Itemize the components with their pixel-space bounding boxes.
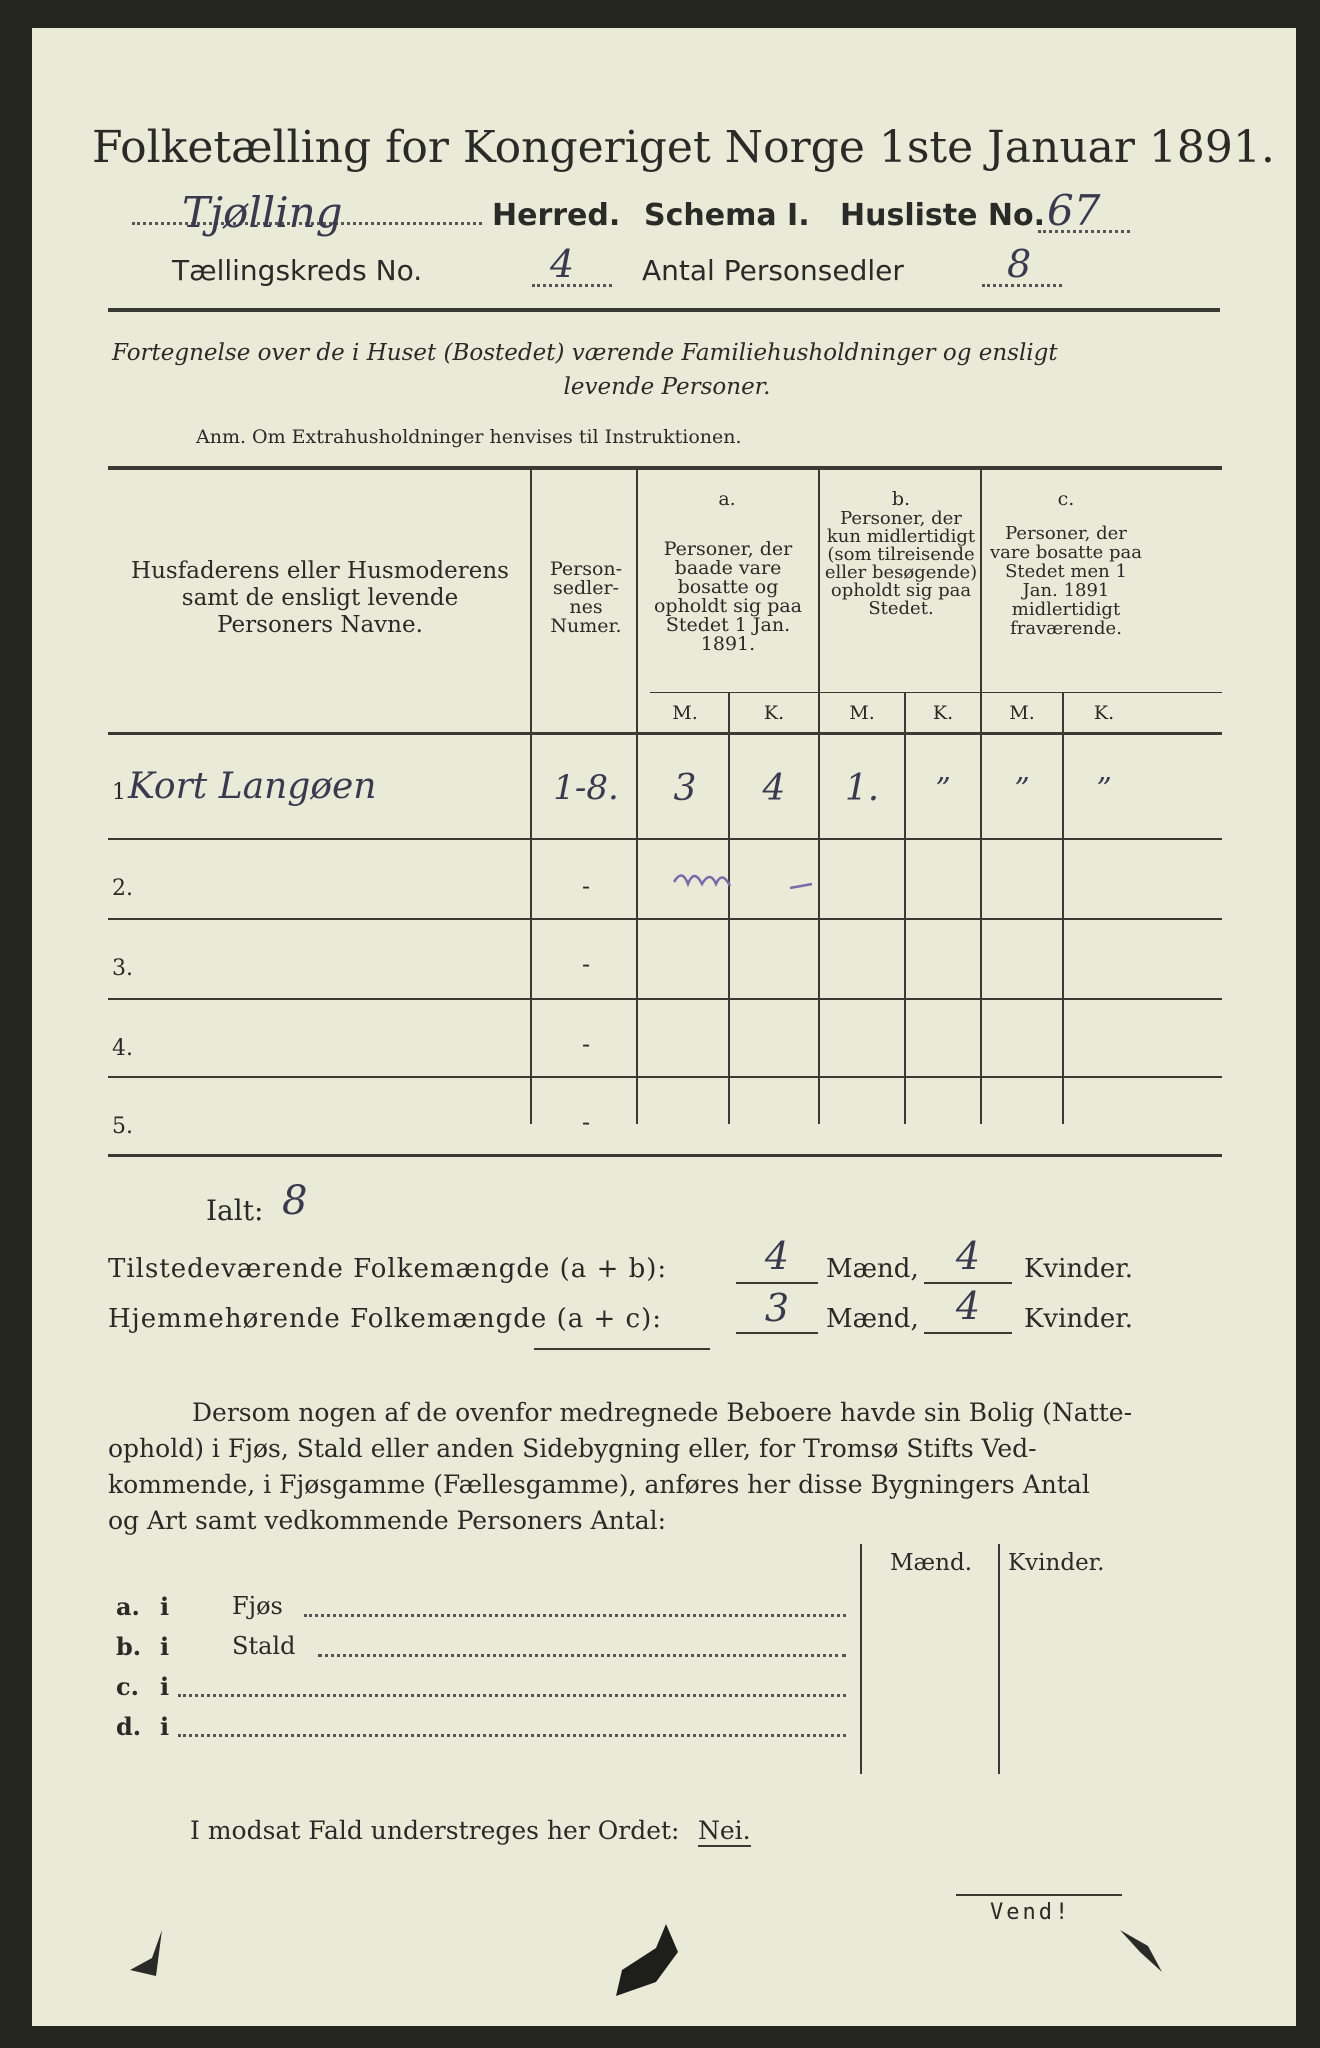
col-header-num: Person-sedler-nes Numer. (549, 558, 623, 637)
row-number: 1 (112, 780, 126, 805)
b-m-label: M. (849, 702, 875, 724)
b-k-label: K. (932, 702, 954, 724)
ialt-value: 8 (282, 1178, 308, 1224)
husliste-value: 67 (1047, 186, 1101, 235)
row-c-k: ” (1096, 772, 1112, 807)
row-c-m: ” (1014, 772, 1030, 807)
hjemme-maend-word: Mænd, (826, 1304, 919, 1334)
c-k-label: K. (1093, 702, 1115, 724)
form-title: Folketælling for Kongeriget Norge 1ste Januar 1891. (92, 122, 1275, 173)
row-number: 2. (112, 876, 133, 901)
bldg-col-line-1 (860, 1544, 862, 1774)
subtitle-line1: Fortegnelse over de i Huset (Bostedet) værende Familiehusholdninger og ensligt (112, 340, 1058, 366)
anm-note: Anm. Om Extrahusholdninger henvises til Instruktionen. (196, 426, 742, 448)
bldg-name: Stald (232, 1632, 296, 1660)
mk-rule (650, 692, 1222, 693)
row-name: Kort Langøen (128, 766, 377, 807)
pencil-scribble-mark (672, 858, 842, 898)
para-line4: og Art samt vedkommende Personers Antal: (108, 1506, 667, 1535)
bldg-letter: a. (116, 1592, 140, 1621)
row-number: 5. (112, 1114, 133, 1139)
para-line1: Dersom nogen af de ovenfor medregnede Beboere havde sin Bolig (Natte- (192, 1398, 1133, 1427)
modsat-text: I modsat Fald understreges her Ordet: (190, 1816, 680, 1845)
bldg-col-line-2 (998, 1544, 1000, 1774)
col-line-2 (636, 468, 638, 1124)
bldg-name: Fjøs (232, 1592, 283, 1620)
col-b-header: Personer, der kun midlertidigt (som tilreisende eller besøgende) opholdt sig paa Stedet. (824, 508, 978, 619)
tilstede-m-underline (736, 1282, 818, 1284)
a-m-label: M. (672, 702, 698, 724)
ialt-label: Ialt: (206, 1194, 264, 1227)
vend-rule (956, 1894, 1122, 1896)
hjemme-k: 4 (955, 1284, 981, 1328)
row-nummer: - (581, 1108, 591, 1136)
kreds-label: Tællingskreds No. (172, 254, 423, 287)
tilstede-label: Tilstedeværende Folkemængde (a + b): (108, 1254, 668, 1284)
tilstede-k: 4 (955, 1234, 981, 1278)
torn-mark-center (612, 1924, 692, 2004)
bldg-letter: b. (116, 1632, 142, 1661)
bldg-dots (304, 1614, 846, 1617)
a-k-label: K. (763, 702, 785, 724)
bldg-i: i (160, 1712, 170, 1741)
torn-mark-left (122, 1928, 182, 1988)
bldg-letter: d. (116, 1712, 142, 1741)
bldg-maend-header: Mænd. (890, 1550, 973, 1576)
modsat-word: Nei. (698, 1816, 751, 1845)
vend-text: Vend! (990, 1900, 1072, 1925)
row-number: 3. (112, 956, 133, 981)
col-c-letter: c. (1057, 488, 1075, 510)
kreds-value: 4 (550, 242, 575, 286)
bldg-i: i (160, 1632, 170, 1661)
tilstede-kvinder-word: Kvinder. (1024, 1254, 1134, 1284)
row-a-m: 3 (673, 768, 697, 809)
para-line2: ophold) i Fjøs, Stald eller anden Sidebygning eller, for Tromsø Stifts Ved- (108, 1434, 1037, 1463)
row-number: 4. (112, 1036, 133, 1061)
row-nummer: - (581, 950, 591, 978)
row-rule-3 (108, 998, 1222, 1000)
hjemme-m: 3 (764, 1286, 790, 1330)
bldg-letter: c. (116, 1672, 139, 1701)
col-header-name: Husfaderens eller Husmoderens samt de ensligt levende Personers Navne. (131, 558, 509, 638)
header-rule (108, 308, 1220, 312)
row-rule-2 (108, 918, 1222, 920)
col-b-letter: b. (891, 488, 911, 510)
row-nummer: - (581, 1030, 591, 1058)
bldg-i: i (160, 1672, 170, 1701)
row-nummer: - (581, 872, 591, 900)
col-a-letter: a. (718, 488, 736, 510)
hjemme-label: Hjemmehørende Folkemængde (a + c): (108, 1304, 662, 1334)
col-line-3 (728, 692, 730, 1124)
col-a-header: Personer, der baade vare bosatte og opholdt sig paa Stedet 1 Jan. 1891. (653, 538, 803, 655)
hjemme-k-underline (924, 1332, 1012, 1334)
tilstede-maend-word: Mænd, (826, 1254, 919, 1284)
herred-value: Tjølling (182, 188, 343, 237)
herred-label: Herred. (492, 198, 621, 233)
row-rule-4 (108, 1076, 1222, 1078)
hjemme-m-underline (736, 1332, 818, 1334)
torn-mark-right (1112, 1922, 1172, 1982)
table-bottom-rule (108, 1154, 1222, 1157)
bldg-dots (318, 1654, 846, 1657)
table-top-rule (108, 466, 1222, 470)
bldg-dots (178, 1694, 846, 1697)
col-c-header: Personer, der vare bosatte paa Stedet men 1 Jan. 1891 midlertidigt fraværende. (989, 523, 1143, 639)
bldg-dots (178, 1734, 846, 1737)
row-rule-1 (108, 838, 1222, 840)
hjemme-kvinder-word: Kvinder. (1024, 1304, 1134, 1334)
antal-value: 8 (1007, 242, 1032, 286)
col-line-7 (1062, 692, 1064, 1124)
section-divider (534, 1348, 710, 1350)
tilstede-m: 4 (764, 1234, 790, 1278)
subtitle-line2: levende Personer. (563, 374, 771, 400)
row-nummer: 1-8. (553, 768, 619, 808)
row-b-k: ” (935, 772, 951, 807)
census-form-sheet (32, 28, 1296, 2026)
husliste-label: Husliste No. (840, 198, 1045, 233)
table-header-rule (108, 732, 1222, 735)
para-line3: kommende, i Fjøsgamme (Fællesgamme), anføres her disse Bygningers Antal (108, 1470, 1090, 1499)
c-m-label: M. (1009, 702, 1035, 724)
row-a-k: 4 (762, 768, 786, 809)
bldg-kvinder-header: Kvinder. (1008, 1550, 1105, 1576)
row-b-m: 1. (844, 768, 880, 809)
col-line-1 (530, 468, 532, 1124)
antal-label: Antal Personsedler (642, 254, 904, 287)
schema-label: Schema I. (644, 198, 810, 233)
col-line-5 (904, 692, 906, 1124)
bldg-i: i (160, 1592, 170, 1621)
